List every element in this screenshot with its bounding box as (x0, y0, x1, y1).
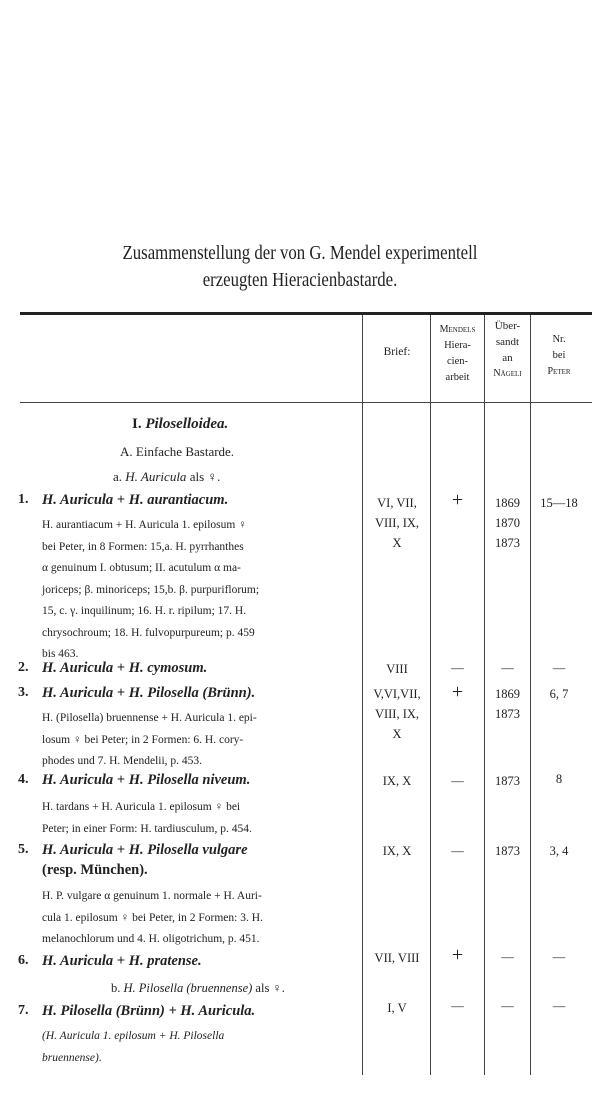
naegeli-cell: 1873 (495, 844, 520, 858)
mendel-cell: — (451, 999, 464, 1013)
entry-title-continued: (resp. München). (42, 862, 148, 878)
entry-number: 2. (18, 660, 29, 675)
title-line-2: erzeugten Hieracienbastarde. (202, 270, 398, 291)
column-divider-1 (362, 315, 363, 1075)
entry-number: 1. (18, 492, 29, 507)
header-mendels: Mendels Hiera- cien- arbeit (439, 324, 476, 383)
naegeli-cell: — (501, 950, 514, 964)
mendel-cell: + (451, 944, 464, 966)
entry-number: 5. (18, 842, 29, 857)
entry-title: H. Auricula + H. aurantiacum. (42, 492, 229, 508)
subsection-a-a: a. H. Auricula als ♀. (113, 469, 221, 484)
mendel-cell: — (451, 661, 464, 675)
entry-number: 4. (18, 772, 29, 787)
header-top-rule (20, 312, 592, 315)
brief-cell: IX, X (382, 774, 412, 788)
peter-cell: — (552, 661, 566, 675)
peter-cell: 6, 7 (549, 687, 569, 701)
entry-synonyms: H. tardans + H. Auricula 1. epilosum ♀ bei Peter; in einer Form: H. tardiusculum, p. 454. (42, 801, 252, 835)
entry-number: 6. (18, 953, 29, 968)
header-uebersandt: Über- sandt an Nägeli (493, 320, 522, 379)
entry-title: H. Pilosella (Brünn) + H. Auricula. (42, 1003, 256, 1019)
peter-cell: — (552, 950, 566, 964)
header-bottom-rule (20, 402, 592, 403)
naegeli-cell: 1869 1873 (495, 687, 520, 721)
entry-synonyms: H. (Pilosella) bruennense + H. Auricula 1. epi- losum ♀ bei Peter; in 2 Formen: 6. H. cory- phodes und 7. H. Mendelii, p. 453. (42, 712, 257, 767)
entry-title: H. Auricula + H. Pilosella niveum. (42, 772, 251, 788)
peter-cell: 15—18 (540, 496, 578, 510)
entry-title: H. Auricula + H. Pilosella vulgare (42, 842, 248, 858)
peter-cell: — (552, 999, 566, 1013)
entry-title: H. Auricula + H. cymosum. (42, 660, 208, 676)
mendel-cell: — (451, 844, 464, 858)
brief-cell: VI, VII, VIII, IX, X (374, 496, 420, 550)
header-nr-bei-peter: Nr. bei Peter (547, 334, 571, 377)
title-line-1: Zusammenstellung der von G. Mendel experimentell (122, 243, 478, 264)
brief-cell: VIII (386, 662, 408, 676)
peter-cell: 8 (555, 772, 563, 786)
subsection-a: A. Einfache Bastarde. (120, 444, 235, 459)
mendel-cell: + (451, 489, 464, 511)
brief-cell: IX, X (382, 844, 412, 858)
mendel-cell: + (451, 681, 464, 703)
entry-synonyms: H. P. vulgare α genuinum 1. normale + H. Auri- cula 1. epilosum ♀ bei Peter, in 2 Formen: 3. H. melanochlorum und 4. H. oligotrichum, p. 451. (42, 890, 263, 945)
entry-title: H. Auricula + H. pratense. (42, 953, 202, 969)
brief-cell: VII, VIII (374, 951, 420, 965)
naegeli-cell: 1873 (495, 774, 520, 788)
entry-title: H. Auricula + H. Pilosella (Brünn). (42, 685, 256, 701)
entry-synonyms: (H. Auricula 1. epilosum + H. Pilosella bruennense). (42, 1030, 225, 1064)
brief-cell: I, V (387, 1001, 407, 1015)
subsection-b: b. H. Pilosella (bruennense) als ♀. (111, 981, 285, 995)
entry-number: 7. (18, 1003, 29, 1018)
brief-cell: V,VI,VII, VIII, IX, X (373, 687, 421, 741)
entry-number: 3. (18, 685, 29, 700)
entry-synonyms: H. aurantiacum + H. Auricula 1. epilosum ♀ bei Peter, in 8 Formen: 15,a. H. pyrrhanthes α genuinum I. obtusum; II. acutulum α ma- joriceps; β. minoriceps; 15,b. β. purpuriflorum; 15, c. γ. inquilinum; 16. H. r. ripilum; 17. H. chrysochroum; 18. H. fulvopurpureum; p. 459 bis 463. (42, 519, 260, 660)
naegeli-cell: — (501, 999, 514, 1013)
header-brief: Brief: (383, 346, 411, 358)
naegeli-cell: 1869 1870 1873 (495, 496, 520, 550)
table-title (42, 240, 558, 294)
mendel-cell: — (451, 774, 464, 788)
peter-cell: 3, 4 (549, 844, 569, 858)
naegeli-cell: — (501, 661, 514, 675)
section-heading: I. Piloselloidea. (132, 416, 229, 432)
